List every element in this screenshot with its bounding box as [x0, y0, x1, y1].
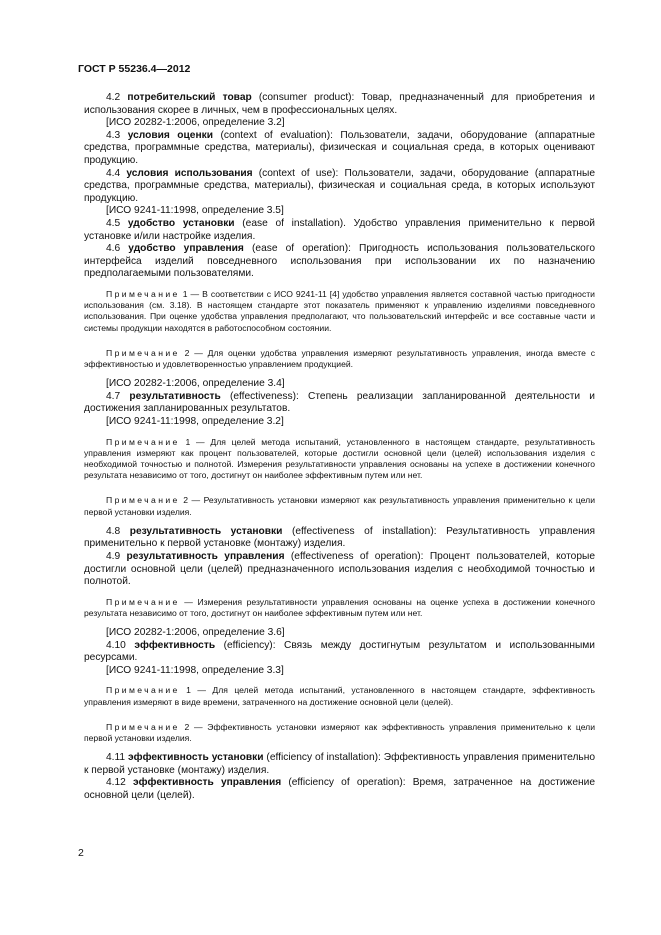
definition-4-7: 4.7 результативность (effectiveness): Степень реализации запланированной деятельности и достижения запланированных результатов. — [84, 390, 595, 415]
term: удобство управления — [128, 243, 244, 255]
definition-4-8: 4.8 результативность установки (effectiveness of installation): Результативность управления применительно к первой установке (монтажу) изделия. — [84, 525, 595, 550]
reference: [ИСО 20282-1:2006, определение 3.2] — [106, 117, 285, 129]
definition-4-6: 4.6 удобство управления (ease of operation): Пригодность использования пользовательского интерфейса изделий повседневного использования при использовании их по назначению предполагаемыми пользователями. — [84, 243, 595, 280]
definition-4-5: 4.5 удобство установки (ease of installation). Удобство управления применительно к первой установке и/или настройке изделия. — [84, 217, 595, 242]
reference: [ИСО 9241-11:1998, определение 3.2] — [106, 415, 284, 427]
document-header: ГОСТ Р 55236.4—2012 — [78, 63, 191, 75]
reference: [ИСО 20282-1:2006, определение 3.4] — [106, 378, 285, 390]
term: эффективность управления — [133, 777, 282, 789]
definition-4-11: 4.11 эффективность установки (efficiency of installation): Эффективность управления применительно к первой установке (монтажу) изделия. — [84, 752, 595, 776]
definition-4-4: 4.4 условия использования (context of use): Пользователи, задачи, оборудование (аппаратные средства, программные средства, материалы), физическая и социальная среда, в которых используют продукцию. — [84, 167, 595, 204]
note: Примечание 1 — Для целей метода испытаний, установленного в настоящем стандарте, эффективность управления измеряют в виде времени, затраченного на достижение основной цели (целей). — [84, 685, 595, 707]
note: Примечание 1 — Для целей метода испытаний, установленного в настоящем стандарте, результативность управления измеряют как процент пользователей, которые достигли основной цели (целей) использования изделия с необходимой точностью и полнотой. Измерения результативности управления основаны на успехе в достижении конечного результата независимо от того, достигнут он наиболее эффективным путем или нет. — [84, 436, 595, 481]
term: потребительский товар — [127, 92, 252, 103]
note: Примечание 2 — Для оценки удобства управления измеряют результативность управления, иногда вместе с эффективностью и удовлетворенностью управлением продукцией. — [84, 347, 595, 369]
document-body — [84, 92, 595, 803]
term: результативность установки — [129, 525, 283, 537]
term: удобство установки — [127, 217, 235, 229]
term: эффективность установки — [128, 752, 264, 764]
definition-4-9: 4.9 результативность управления (effectiveness of operation): Процент пользователей, которые достигли основной цели (целей) предназначенного использования изделия с необходимой точностью и полнотой. — [84, 550, 595, 588]
reference: [ИСО 9241-11:1998, определение 3.5] — [106, 205, 284, 217]
definition-4-12: 4.12 эффективность управления (efficiency of operation): Время, затраченное на достижение основной цели (целей). — [84, 777, 595, 802]
term: результативность управления — [126, 550, 285, 562]
definition-4-2: 4.2 потребительский товар (consumer product): Товар, предназначенный для приобретения и использования скорее в личных, чем в профессиональных целях. — [84, 92, 595, 116]
page-number: 2 — [78, 847, 84, 859]
term: результативность — [129, 390, 221, 402]
term: условия использования — [126, 167, 253, 179]
note: Примечание 1 — В соответствии с ИСО 9241-11 [4] удобство управления является составной частью пригодности использования (см. 3.18). В настоящем стандарте этот показатель применяют к управлению изделиями повседневного использования. При оценке удобства управления предполагают, что пользовательский интерфейс и все составные части и системы продукции находятся в работоспособном состоянии. — [84, 288, 595, 333]
term: эффективность — [134, 639, 216, 651]
reference: [ИСО 20282-1:2006, определение 3.6] — [106, 627, 285, 639]
reference: [ИСО 9241-11:1998, определение 3.3] — [106, 664, 284, 676]
note: Примечание — Измерения результативности управления основаны на оценке успеха в достижении конечного результата независимо от того, достигнут он наиболее эффективным путем или нет. — [84, 596, 595, 618]
term: условия оценки — [127, 129, 213, 141]
note: Примечание 2 — Результативность установки измеряют как результативность управления применительно к цели первой установки изделия. — [84, 495, 595, 517]
definition-4-10: 4.10 эффективность (efficiency): Связь между достигнутым результатом и использованными ресурсами. — [84, 639, 595, 664]
definition-4-3: 4.3 условия оценки (context of evaluation): Пользователи, задачи, оборудование (аппаратные средства, программные средства, материалы), физическая и социальная среда, в которых оценивают продукцию. — [84, 129, 595, 166]
note: Примечание 2 — Эффективность установки измеряют как эффективность управления применительно к цели первой установки изделия. — [84, 721, 595, 744]
